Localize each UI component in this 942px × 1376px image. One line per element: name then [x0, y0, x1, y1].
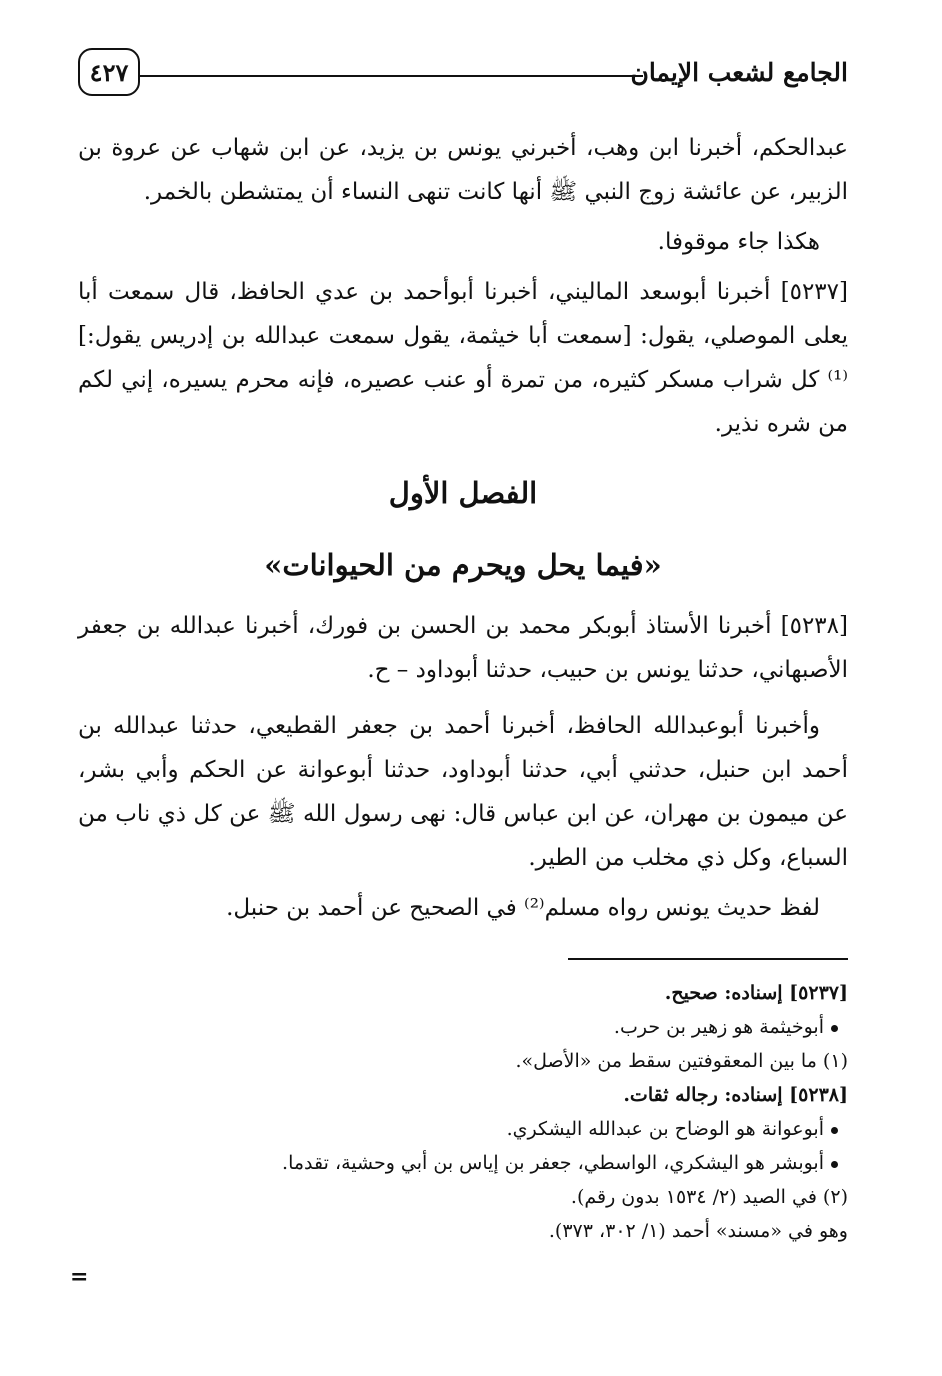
- bullet-icon: [831, 1161, 838, 1168]
- footnote-5238-head: [٥٢٣٨] إسناده: رجاله ثقات.: [623, 1084, 848, 1106]
- bullet-icon: [831, 1025, 838, 1032]
- bullet-icon: [831, 1127, 838, 1134]
- running-title: الجامع لشعب الإيمان: [630, 58, 848, 87]
- footnote-bullet: أبوخيثمة هو زهير بن حرب.: [78, 1010, 848, 1044]
- footnotes: [78, 976, 848, 1248]
- paragraph-3: [٥٢٣٧] أخبرنا أبوسعد الماليني، أخبرنا أبوأحمد بن عدي الحافظ، قال سمعت أبا يعلى الموصلي، يقول: [سمعت أبا خيثمة، يقول سمعت عبدالله بن إدريس يقول:]⁽¹⁾ كل شراب مسكر كثيره، من تمرة أو عنب عصيره، فإنه محرم يسيره، إني لكم من شره نذير.: [78, 279, 848, 437]
- section-heading: «فيما يحل ويحرم من الحيوانات»: [264, 548, 662, 582]
- continuation-mark: =: [70, 1264, 89, 1290]
- paragraph-2: هكذا جاء موقوفا.: [657, 229, 820, 255]
- page-number: ٤٢٧: [78, 48, 140, 96]
- header-rule: [140, 75, 643, 77]
- paragraph-1: عبدالحكم، أخبرنا ابن وهب، أخبرني يونس بن يزيد، عن ابن شهاب عن عروة بن الزبير، عن عائشة زوج النبي ﷺ أنها كانت تنهى النساء أن يمتشطن بالخمر.: [78, 135, 848, 205]
- paragraph-4: [٥٢٣٨] أخبرنا الأستاذ أبوبكر محمد بن الحسن بن فورك، أخبرنا عبدالله بن جعفر الأصبهاني، حدثنا يونس بن حبيب، حدثنا أبوداود – ح.: [78, 613, 848, 683]
- main-text: [78, 126, 848, 1248]
- page-header: [78, 48, 848, 104]
- footnote-2-continued: وهو في «مسند» أحمد (١/ ٣٠٢، ٣٧٣).: [548, 1220, 848, 1242]
- footnote-1: (١) ما بين المعقوفتين سقط من «الأصل».: [515, 1050, 848, 1072]
- chapter-heading: الفصل الأول: [388, 476, 538, 510]
- footnote-2: (٢) في الصيد (٢/ ١٥٣٤ بدون رقم).: [570, 1186, 848, 1208]
- paragraph-5: وأخبرنا أبوعبدالله الحافظ، أخبرنا أحمد بن جعفر القطيعي، حدثنا عبدالله بن أحمد ابن حنبل، حدثني أبي، حدثنا أبوداود، حدثنا أبوعوانة عن الحكم وأبي بشر، عن ميمون بن مهران، عن ابن عباس قال: نهى رسول الله ﷺ عن كل ذي ناب من السباع، وكل ذي مخلب من الطير.: [78, 713, 848, 871]
- footnote-bullet: أبوبشر هو اليشكري، الواسطي، جعفر بن إياس بن أبي وحشية، تقدما.: [78, 1146, 848, 1180]
- footnote-5237-head: [٥٢٣٧] إسناده: صحيح.: [664, 982, 848, 1004]
- paragraph-6: لفظ حديث يونس رواه مسلم⁽²⁾ في الصحيح عن أحمد بن حنبل.: [226, 895, 820, 921]
- footnote-bullet: أبوعوانة هو الوضاح بن عبدالله اليشكري.: [78, 1112, 848, 1146]
- footnote-separator: [568, 958, 848, 960]
